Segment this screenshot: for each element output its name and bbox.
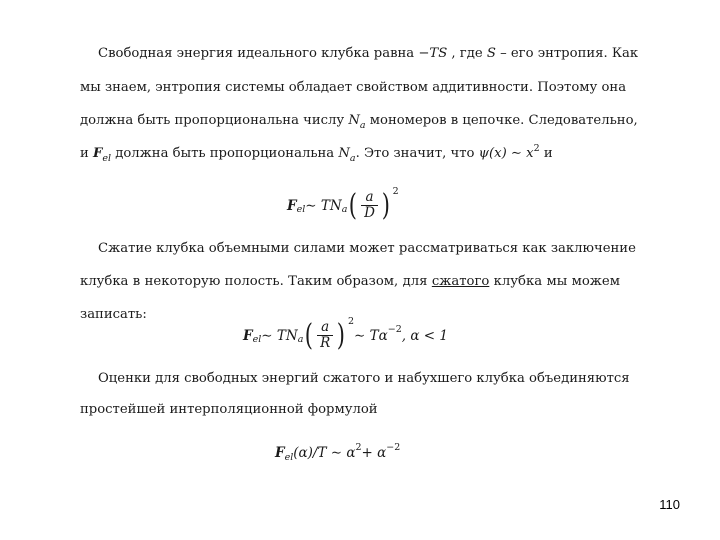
- left-paren: (: [349, 187, 358, 223]
- equation-1: F el ∼ TN a ( $\frac{a}{D}$ ) 2: [287, 186, 399, 223]
- paragraph-1-line-1: Свободная энергия идеального клубка равна −TS , где S – его энтропия. Как: [98, 46, 639, 61]
- paragraph-2-line-1: Сжатие клубка объемными силами может рассматриваться как заключение: [98, 241, 636, 256]
- paragraph-2-line-2: клубка в некоторую полость. Таким образом, для сжатого клубка мы можем: [80, 274, 620, 289]
- paragraph-3-line-1: Оценки для свободных энергий сжатого и набухшего клубка объединяются: [98, 371, 630, 386]
- paragraph-1-line-3: должна быть пропорциональна числу $N_a$ мономеров в цепочке. Следовательно,: [80, 113, 638, 131]
- page-number: 110: [659, 497, 680, 512]
- paragraph-3-line-2: простейшей интерполяционной формулой: [80, 402, 378, 417]
- paragraph-2-line-3: записать:: [80, 307, 147, 322]
- underlined-word: сжатого: [431, 274, 490, 289]
- right-paren: ): [381, 187, 390, 223]
- paragraph-1-line-4: и $F_{el}$ должна быть пропорциональна $N_a$. Это значит, что ψ(x) ∼ $x^2$ и: [80, 143, 553, 164]
- paragraph-1-line-2: мы знаем, энтропия системы обладает свойством аддитивности. Поэтому она: [80, 80, 627, 95]
- fraction-a-over-r: $\frac{a}{R}$: [317, 320, 333, 351]
- equation-3: F el (α)/T ∼ α 2 + α −2: [275, 441, 401, 463]
- equation-2: F el ∼ TN a ( $\frac{a}{R}$ ) 2 ∼ Tα −2 , α < 1: [243, 316, 448, 353]
- right-paren: ): [337, 317, 346, 353]
- fraction-a-over-d: $\frac{a}{D}$: [361, 190, 378, 221]
- left-paren: (: [305, 317, 314, 353]
